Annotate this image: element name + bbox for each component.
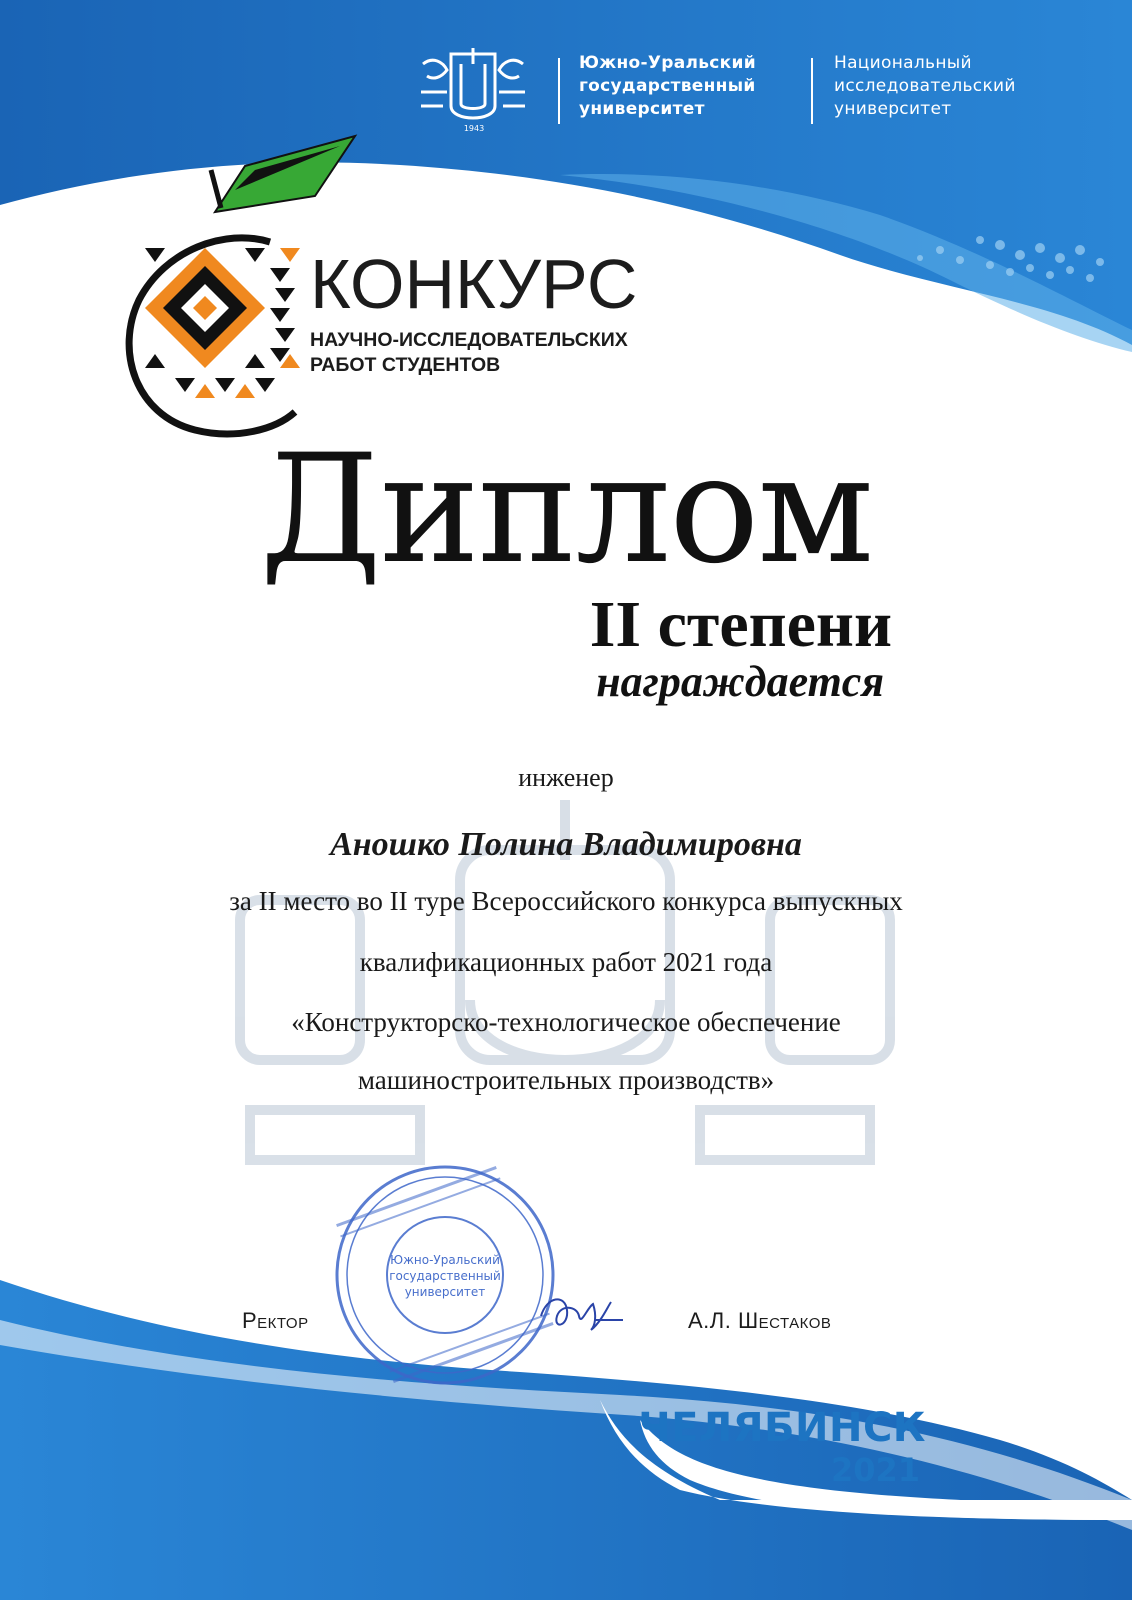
award-text-line-4: машиностроительных производств» [357,1065,775,1095]
recipient-position: инженер [518,763,614,792]
official-stamp [330,1160,560,1390]
stamp-center-line-3: университет [404,1285,486,1299]
emblem-year: 1943 [463,124,485,133]
diploma-degree: II степени [589,588,892,661]
university-status-line-2: исследовательский [834,76,1016,96]
rector-label: Ректор [242,1308,309,1333]
logo-divider-2 [811,58,813,124]
university-name [579,52,756,121]
rector-signature [535,1286,625,1346]
contest-subtitle-line-2: РАБОТ СТУДЕНТОВ [310,354,501,376]
award-text-line-1: за II место во II туре Всероссийского конкурса выпускных [229,886,903,916]
stamp-center-line-1: Южно-Уральский [390,1253,500,1267]
award-text-line-3: «Конструкторско-технологическое обеспечение [291,1007,841,1037]
city-label: ЧЕЛЯБИНСК [638,1405,926,1451]
university-name-line-3: университет [579,99,705,119]
university-status [834,52,1016,121]
university-name-line-1: Южно-Уральский [579,53,756,73]
logo-divider [558,58,560,124]
contest-title: КОНКУРС [310,245,638,323]
stamp-center-line-2: государственный [389,1269,501,1283]
year-label: 2021 [830,1451,920,1489]
signer-name: А.Л. Шестаков [688,1308,832,1333]
university-name-line-2: государственный [579,76,756,96]
diploma-title: Диплом [259,423,873,597]
university-status-line-1: Национальный [834,53,972,73]
awarded-label: награждается [596,657,884,706]
contest-subtitle-line-1: НАУЧНО-ИССЛЕДОВАТЕЛЬСКИХ [310,329,628,351]
university-status-line-3: университет [834,99,952,119]
award-text-line-2: квалификационных работ 2021 года [359,947,773,977]
recipient-name: Аношко Полина Владимировна [330,826,802,863]
